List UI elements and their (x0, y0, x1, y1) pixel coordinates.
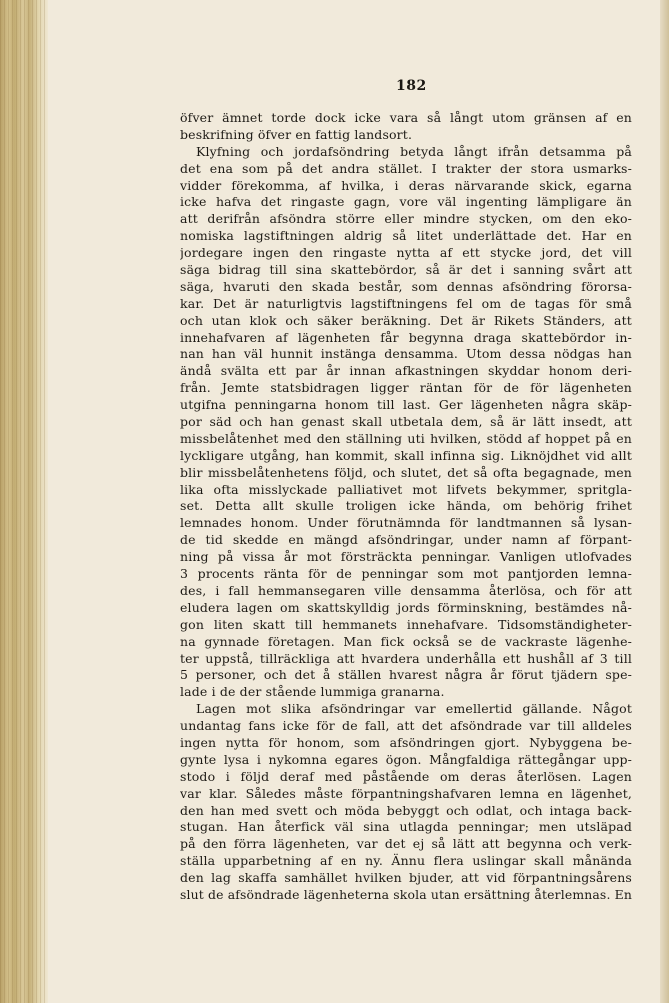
text-line: lemnades honom. Under förutnämnda för landtmannen så lysan- (180, 515, 632, 531)
text-line: por säd och han genast skall utbetala dem, så är lätt insedt, att (180, 414, 632, 430)
text-line: ning på vissa år mot försträckta penningar. Vanligen utlofvades (180, 549, 632, 565)
text-line: den han med svett och möda bebyggt och odlat, och intaga back- (180, 802, 632, 818)
text-line: stodo i följd deraf med påstående om deras återlösen. Lagen (180, 768, 632, 784)
text-line: Klyfning och jordafsöndring betyda långt ifrån detsamma på (196, 143, 632, 159)
text-line: slut de afsöndrade lägenheterna skola utan ersättning återlemnas. En (180, 886, 632, 902)
text-line: nomiska lagstiftningen aldrig så litet underlättade det. Har en (180, 228, 632, 244)
text-line: blir missbelåtenhetens följd, och slutet, det så ofta begagnade, men (180, 464, 632, 480)
text-line: var klar. Således måste förpantningshafvaren lemna en lägenhet, (180, 785, 632, 801)
text-line: gynte lysa i nykomna egares ögon. Mångfaldiga rättegångar upp- (180, 751, 632, 767)
text-line: jordegare ingen den ringaste nytta af ett stycke jord, det vill (180, 245, 632, 261)
text-line: gon liten skatt till hemmanets innehafvare. Tidsomständigheter- (180, 616, 632, 632)
body-text (180, 110, 632, 904)
text-line: icke hafva det ringaste gagn, vore väl ingenting lämpligare än (180, 194, 632, 210)
text-line: set. Detta allt skulle troligen icke hända, om behörig frihet (180, 498, 632, 514)
text-line: stugan. Han återfick väl sina utlagda penningar; men utsläpad (180, 819, 632, 835)
text-line: utgifna penningarna honom till last. Ger lägenheten några skäp- (180, 397, 632, 413)
text-line: innehafvaren af lägenheten får begynna draga skattebördor in- (180, 329, 632, 345)
text-line: vidder förekomma, af hvilka, i deras närvarande skick, egarna (180, 177, 632, 193)
text-line: de tid skedde en mängd afsöndringar, under namn af förpant- (180, 532, 632, 548)
text-line: beskrifning öfver en fattig landsort. (180, 126, 413, 142)
text-line: 5 personer, och det å ställen hvarest några år förut tjädern spe- (180, 667, 632, 683)
text-line: eludera lagen om skattskylldig jords förminskning, bestämdes nå- (180, 599, 632, 615)
book-spine-edge (0, 0, 48, 1003)
text-line: och utan klok och säker beräkning. Det är Rikets Ständers, att (180, 312, 632, 328)
text-line: ter uppstå, tillräckliga att hvardera underhålla ett hushåll af 3 till (180, 650, 632, 666)
text-line: 3 procents ränta för de penningar som mot pantjorden lemna- (180, 566, 632, 582)
text-line: öfver ämnet torde dock icke vara så långt utom gränsen af en (180, 110, 632, 125)
text-line: att derifrån afsöndra större eller mindre stycken, om den eko- (180, 211, 632, 227)
text-line: Lagen mot slika afsöndringar var emellertid gällande. Något (196, 701, 632, 717)
text-line: säga bidrag till sina skattebördor, så är det i sanning svårt att (180, 262, 632, 278)
text-line: des, i fall hemmansegaren ville densamma återlösa, och för att (180, 582, 632, 598)
text-line: nan han väl hunnit instänga densamma. Utom dessa nödgas han (180, 346, 632, 362)
text-line: undantag fans icke för de fall, att det afsöndrade var till alldeles (180, 718, 632, 734)
text-line: na gynnade företagen. Man fick också se de vackraste lägenhe- (180, 633, 632, 649)
text-line: ställa upparbetning af en ny. Ännu flera uslingar skall månända (180, 853, 632, 869)
text-line: lika ofta misslyckade palliativet mot lifvets bekymmer, spritgla- (180, 481, 632, 497)
text-line: ändå svälta ett par år innan afkastningen skyddar honom deri- (180, 363, 632, 379)
text-line: ingen nytta för honom, som afsöndringen gjort. Nybyggena be- (180, 734, 632, 750)
text-line: kar. Det är naturligtvis lagstiftningens fel om de tagas för små (180, 295, 632, 311)
text-line: säga, hvaruti den skada består, som dennas afsöndring förorsa- (180, 278, 632, 294)
text-line: på den förra lägenheten, var det ej så lätt att begynna och verk- (180, 836, 632, 852)
text-line: missbelåtenhet med den ställning uti hvilken, stödd af hoppet på en (180, 430, 632, 446)
page-right-edge (660, 0, 669, 1003)
text-line: det ena som på det andra stället. I trakter der stora usmarks- (180, 160, 632, 176)
text-line: lyckligare utgång, han kommit, skall infinna sig. Liknöjdhet vid allt (180, 447, 632, 463)
page-number: 182 (396, 78, 427, 94)
text-line: från. Jemte statsbidragen ligger räntan för de för lägenheten (180, 380, 632, 396)
text-line: lade i de der stående lummiga granarna. (180, 684, 445, 700)
text-line: den lag skaffa samhället hvilken bjuder, att vid förpantningsårens (180, 870, 632, 886)
